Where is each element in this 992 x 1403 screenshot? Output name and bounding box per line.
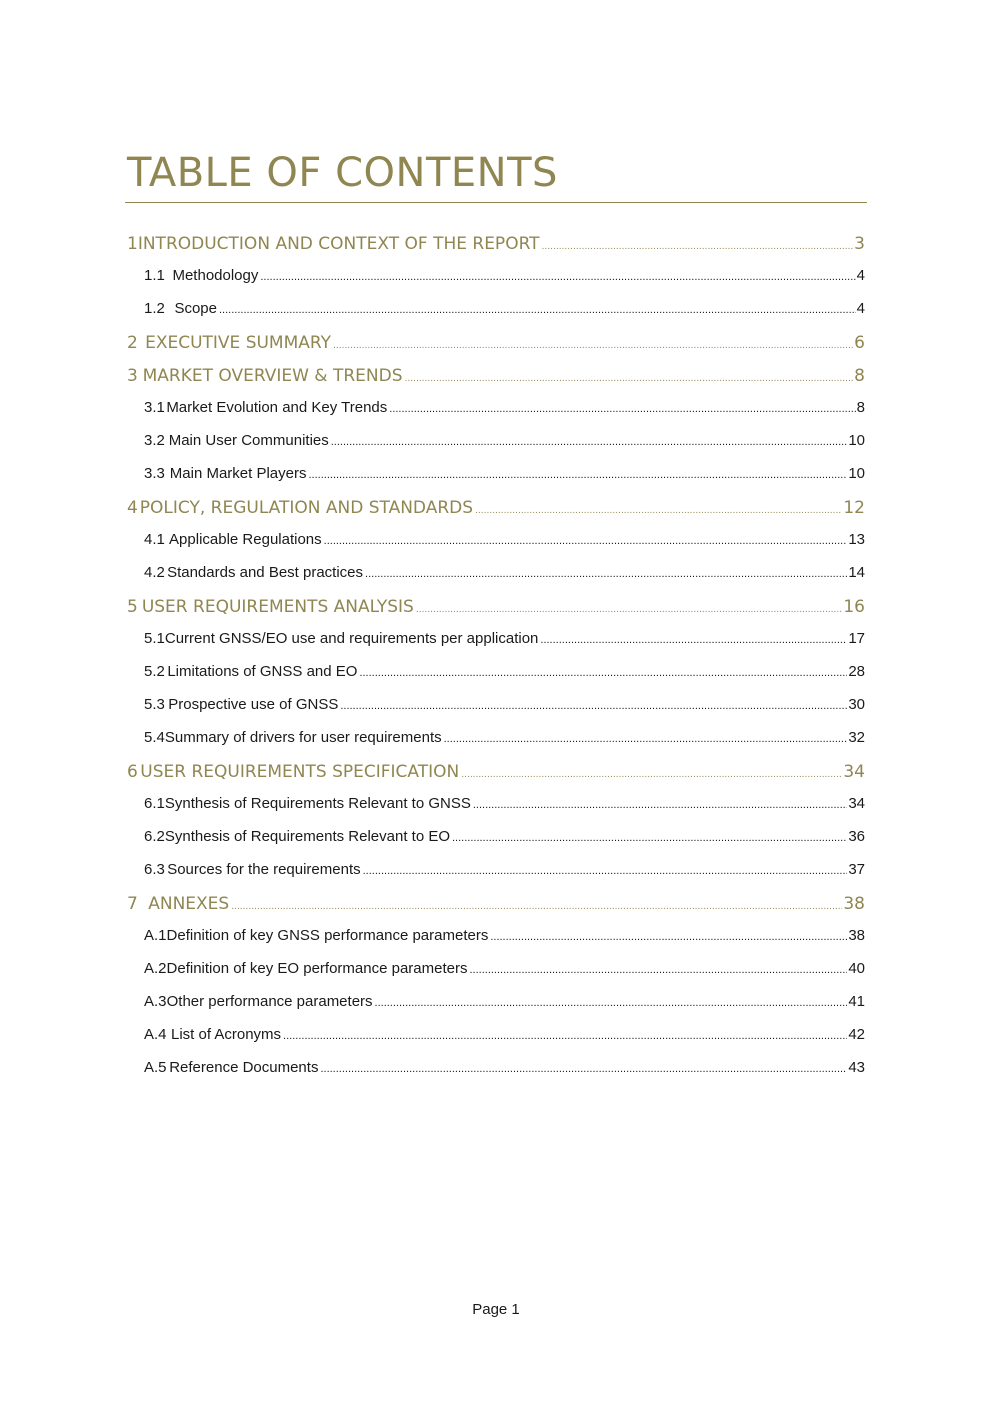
toc-entry-number: 7 <box>127 894 138 914</box>
toc-entry-number: 4.1 <box>144 531 165 548</box>
toc-entry-page: 14 <box>848 564 865 581</box>
toc-subsection-entry[interactable] <box>127 690 865 723</box>
toc-entry-title: Prospective use of GNSS <box>168 696 339 713</box>
toc-subsection-entry[interactable] <box>127 1020 865 1053</box>
toc-entry-number: 5.2 <box>144 663 165 680</box>
toc-subsection-entry[interactable] <box>127 987 865 1020</box>
toc-dot-leader <box>365 568 847 580</box>
toc-entry-title: Sources for the requirements <box>167 861 361 878</box>
toc-entry-number: A.3 <box>144 993 167 1010</box>
toc-subsection-entry[interactable] <box>127 822 865 855</box>
page-number-footer: Page 1 <box>472 1301 520 1318</box>
toc-entry-title: Synthesis of Requirements Relevant to EO <box>164 828 450 845</box>
toc-entry-title: USER REQUIREMENTS ANALYSIS <box>141 597 414 617</box>
toc-entry-number: 5.3 <box>144 696 165 713</box>
toc-entry-page: 38 <box>843 894 865 914</box>
toc-dot-leader <box>359 667 847 679</box>
toc-entry-number: A.2 <box>144 960 167 977</box>
toc-entry-number: 1.1 <box>144 267 165 284</box>
toc-entry-page: 34 <box>843 762 865 782</box>
toc-entry-page: 32 <box>848 729 865 746</box>
toc-entry-title: Limitations of GNSS and EO <box>167 663 358 680</box>
toc-entry-page: 37 <box>848 861 865 878</box>
toc-entry-number: 1 <box>127 234 138 254</box>
toc-entry-title: Applicable Regulations <box>169 531 322 548</box>
toc-entry-number: 5.4 <box>144 729 165 746</box>
toc-dot-leader <box>416 605 843 615</box>
toc-subsection-entry[interactable] <box>127 657 865 690</box>
toc-entry-page: 4 <box>856 300 865 317</box>
toc-dot-leader <box>444 733 848 745</box>
toc-entry-page: 16 <box>843 597 865 617</box>
toc-entry-title: POLICY, REGULATION AND STANDARDS <box>139 498 474 518</box>
toc-entry-page: 34 <box>848 795 865 812</box>
toc-subsection-entry[interactable] <box>127 393 865 426</box>
toc-entry-page: 10 <box>848 432 865 449</box>
toc-entry-page: 12 <box>843 498 865 518</box>
toc-subsection-entry[interactable] <box>127 294 865 327</box>
toc-dot-leader <box>363 865 848 877</box>
toc-dot-leader <box>333 341 853 351</box>
toc-subsection-entry[interactable] <box>127 1053 865 1086</box>
toc-subsection-entry[interactable] <box>127 558 865 591</box>
toc-entry-page: 42 <box>848 1026 865 1043</box>
toc-entry-title: EXECUTIVE SUMMARY <box>145 333 331 353</box>
toc-subsection-entry[interactable] <box>127 921 865 954</box>
toc-dot-leader <box>452 832 847 844</box>
title-divider <box>125 202 867 203</box>
toc-entry-title: Market Evolution and Key Trends <box>166 399 388 416</box>
toc-entry-page: 17 <box>848 630 865 647</box>
toc-entry-number: 6 <box>127 762 138 782</box>
toc-entry-title: Main User Communities <box>168 432 329 449</box>
toc-dot-leader <box>309 469 848 481</box>
toc-subsection-entry[interactable] <box>127 723 865 756</box>
toc-entry-title: Current GNSS/EO use and requirements per application <box>164 630 539 647</box>
toc-entry-title: Reference Documents <box>169 1059 319 1076</box>
toc-entry-title: Other performance parameters <box>166 993 373 1010</box>
toc-dot-leader <box>324 535 848 547</box>
toc-entry-number: 3.2 <box>144 432 165 449</box>
toc-entry-title: MARKET OVERVIEW & TRENDS <box>142 366 403 386</box>
toc-dot-leader <box>405 374 854 384</box>
toc-entry-title: List of Acronyms <box>171 1026 282 1043</box>
toc-entry-title: ANNEXES <box>148 894 230 914</box>
toc-dot-leader <box>340 700 847 712</box>
toc-entry-number: A.4 <box>144 1026 167 1043</box>
toc-entry-page: 43 <box>848 1059 865 1076</box>
toc-entry-title: Synthesis of Requirements Relevant to GNSS <box>164 795 471 812</box>
toc-entry-number: 5 <box>127 597 138 617</box>
toc-entry-number: 3.3 <box>144 465 165 482</box>
toc-dot-leader <box>540 634 847 646</box>
toc-entry-page: 38 <box>848 927 865 944</box>
toc-dot-leader <box>490 931 847 943</box>
table-of-contents <box>127 228 865 1086</box>
toc-entry-page: 28 <box>848 663 865 680</box>
toc-entry-number: 5.1 <box>144 630 165 647</box>
toc-entry-title: USER REQUIREMENTS SPECIFICATION <box>140 762 460 782</box>
toc-dot-leader <box>461 770 842 780</box>
toc-dot-leader <box>283 1030 847 1042</box>
toc-entry-number: 2 <box>127 333 138 353</box>
toc-section-entry[interactable] <box>127 327 865 360</box>
toc-entry-title: Methodology <box>172 267 259 284</box>
toc-entry-page: 36 <box>848 828 865 845</box>
toc-subsection-entry[interactable] <box>127 624 865 657</box>
toc-entry-page: 4 <box>856 267 865 284</box>
toc-dot-leader <box>542 242 854 252</box>
toc-entry-page: 6 <box>854 333 865 353</box>
toc-section-entry[interactable] <box>127 888 865 921</box>
toc-entry-page: 3 <box>854 234 865 254</box>
toc-entry-page: 10 <box>848 465 865 482</box>
toc-section-entry[interactable] <box>127 360 865 393</box>
toc-dot-leader <box>320 1063 847 1075</box>
toc-subsection-entry[interactable] <box>127 426 865 459</box>
toc-entry-number: A.1 <box>144 927 167 944</box>
toc-entry-page: 30 <box>848 696 865 713</box>
toc-entry-page: 13 <box>848 531 865 548</box>
toc-entry-number: 4 <box>127 498 138 518</box>
toc-section-entry[interactable] <box>127 492 865 525</box>
toc-subsection-entry[interactable] <box>127 261 865 294</box>
toc-section-entry[interactable] <box>127 228 865 261</box>
toc-entry-number: 3.1 <box>144 399 165 416</box>
toc-entry-title: Definition of key GNSS performance parameters <box>166 927 489 944</box>
toc-entry-title: Main Market Players <box>169 465 307 482</box>
toc-entry-number: 6.1 <box>144 795 165 812</box>
toc-entry-title: Scope <box>174 300 217 317</box>
toc-entry-page: 41 <box>848 993 865 1010</box>
toc-entry-number: 1.2 <box>144 300 165 317</box>
toc-dot-leader <box>475 506 842 516</box>
toc-subsection-entry[interactable] <box>127 954 865 987</box>
toc-entry-number: 6.2 <box>144 828 165 845</box>
toc-dot-leader <box>260 271 855 283</box>
toc-dot-leader <box>375 997 848 1009</box>
toc-dot-leader <box>219 304 856 316</box>
toc-dot-leader <box>331 436 848 448</box>
toc-entry-title: Summary of drivers for user requirements <box>164 729 442 746</box>
toc-entry-page: 40 <box>848 960 865 977</box>
toc-section-entry[interactable] <box>127 591 865 624</box>
toc-entry-page: 8 <box>856 399 865 416</box>
toc-entry-number: A.5 <box>144 1059 167 1076</box>
toc-subsection-entry[interactable] <box>127 789 865 822</box>
toc-dot-leader <box>389 403 855 415</box>
toc-dot-leader <box>473 799 847 811</box>
toc-dot-leader <box>469 964 847 976</box>
toc-section-entry[interactable] <box>127 756 865 789</box>
toc-entry-number: 6.3 <box>144 861 165 878</box>
toc-subsection-entry[interactable] <box>127 459 865 492</box>
toc-entry-title: INTRODUCTION AND CONTEXT OF THE REPORT <box>137 234 540 254</box>
toc-dot-leader <box>231 902 842 912</box>
toc-subsection-entry[interactable] <box>127 525 865 558</box>
toc-entry-title: Definition of key EO performance parameters <box>166 960 468 977</box>
toc-subsection-entry[interactable] <box>127 855 865 888</box>
toc-entry-page: 8 <box>854 366 865 386</box>
page-title: TABLE OF CONTENTS <box>127 150 558 196</box>
toc-entry-number: 4.2 <box>144 564 165 581</box>
toc-entry-number: 3 <box>127 366 138 386</box>
toc-entry-title: Standards and Best practices <box>167 564 364 581</box>
